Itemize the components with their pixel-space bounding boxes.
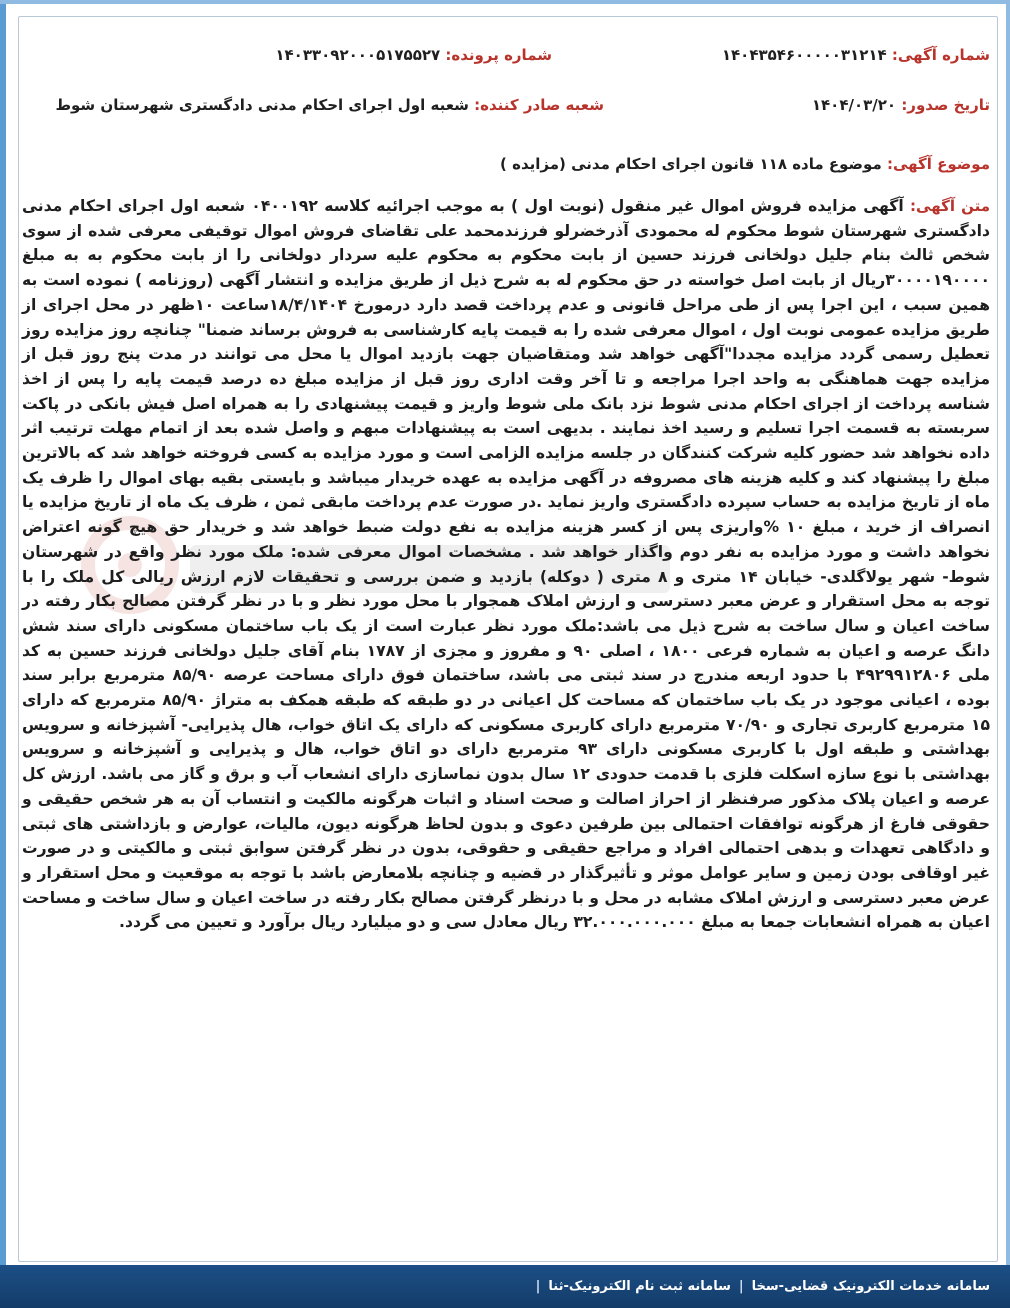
- footer-bar: [0, 1265, 1010, 1308]
- notice-number-label: شماره آگهی:: [891, 46, 990, 64]
- notice-number: [722, 46, 990, 64]
- case-number-value: ۱۴۰۳۳۰۹۲۰۰۰۵۱۷۵۵۲۷: [275, 46, 441, 64]
- issue-date: [812, 96, 990, 114]
- case-number: [275, 46, 552, 64]
- subject-label: موضوع آگهی:: [886, 155, 990, 173]
- case-number-label: شماره پرونده:: [445, 46, 552, 64]
- issue-date-label: تاریخ صدور:: [901, 96, 990, 114]
- footer-separator-end: |: [535, 1279, 541, 1294]
- footer-separator: |: [738, 1279, 744, 1294]
- issuer-value: شعبه اول اجرای احکام مدنی دادگستری شهرستان شوط: [55, 96, 469, 114]
- issue-date-value: ۱۴۰۴/۰۳/۲۰: [811, 96, 897, 114]
- issuer-label: شعبه صادر کننده:: [474, 96, 604, 114]
- notice-body: [22, 194, 990, 935]
- body-label: متن آگهی:: [910, 197, 990, 215]
- notice-number-value: ۱۴۰۴۳۵۴۶۰۰۰۰۰۳۱۲۱۴: [721, 46, 887, 64]
- footer-link-sana[interactable]: سامانه ثبت نام الکترونیک-ثنا: [548, 1279, 731, 1294]
- body-text: آگهی مزایده فروش اموال غیر منقول (نوبت اول ) به موجب اجرائیه کلاسه ۰۴۰۰۱۹۲ شعبه اول اجرای احکام مدنی دادگستری شهرستان شوط محکوم له محمودی آذرخضرلو فرزندمحمد علی تقاضای فروش اموال توقیفی معرفی شده از سوی شخص ثالث بنام جلیل دولخانی فرزند حسین از بابت محکوم به محکوم علیه سردار دولخانی را از بابت محکوم به به مبلغ ۳۰۰۰۰۱۹۰۰۰۰ریال از بابت اصل خواسته در حق محکوم له به شرح ذیل از طریق مزایده و انتشار آگهی (روزنامه ) نموده است به همین سبب ، این اجرا پس از طی مراحل قانونی و عدم پرداخت قصد دارد درمورخ ۱۸/۴/۱۴۰۴ساعت ۱۰ظهر در محل اجرای از طریق مزایده عمومی نوبت اول ، اموال معرفی شده را به قیمت پایه کارشناسی به فروش برساند ضمنا" چنانچه روز مزایده روز تعطیل رسمی گردد مزایده مجددا"آگهی خواهد شد ومتقاضیان جهت بازدید اموال یا محل می توانند در مدت پنج روز قبل از مزایده جهت هماهنگی به واحد اجرا مراجعه و تا آخر وقت اداری روز قبل از مزایده مبلغ ده درصد قیمت پایه را پس از اخذ شناسه پرداخت از اجرای احکام مدنی شوط نزد بانک ملی شوط واریز و قیمت پیشنهادی را به همراه اصل فیش بانکی در پاکت سربسته به قسمت اجرا تسلیم و رسید اخذ نمایند . بدیهی است به پیشنهادات مبهم و واصل شده بعد از اتمام مهلت ترتیب اثر داده نخواهد شد حضور کلیه شرکت کنندگان در جلسه مزایده الزامی است و مورد مزایده به کسی فروخته خواهد شد که بالاترین مبلغ را پیشنهاد کند و کلیه هزینه های مصروفه در آگهی مزایده به عهده خریدار میباشد و بایستی بقیه بهای اموال را ظرف یک ماه از تاریخ مزایده به حساب سپرده دادگستری واریز نماید .در صورت عدم پرداخت مابقی ثمن ، ظرف یک ماه از تاریخ مزایده یا انصراف از خرید ، مبلغ ۱۰ %واریزی پس از کسر هزینه مزایده به نفع دولت ضبط خواهد شد و خریدار حق هیچ گونه اعتراض نخواهد داشت و مورد مزایده به نفر دوم واگذار خواهد شد . مشخصات اموال معرفی شده: ملک مورد نظر واقع در شهرستان شوط- شهر یولاگلدی- خیابان ۱۴ متری و ۸ متری ( دوکله) بازدید و ضمن بررسی و تحقیقات لازم ارزش ریالی کل ملک را با توجه به محل استقرار و عرض معبر دسترسی و ارزش املاک همجوار با محل مورد نظر و با در نظر گرفتن مصالح بکار رفته در ساخت اعیان و سال ساخت به شرح ذیل می باشد:ملک مورد نظر عبارت است از یک باب ساختمان مسکونی دارای سند شش دانگ عرصه و اعیان به شماره فرعی ۱۸۰۰ ، اصلی ۹۰ و مفروز و مجزی از ۱۷۸۷ بنام آقای جلیل دولخانی فرزند حسین به کد ملی ۴۹۲۹۹۱۲۸۰۶ با حدود اربعه مندرج در سند ثبتی می باشد، ساختمان فوق دارای مساحت عرصه ۸۵/۹۰ مترمربع برابر سند بوده ، اعیانی موجود در یک باب ساختمان که مساحت کل اعیانی در دو طبقه که طبقه همکف به متراژ ۸۵/۹۰ مترمربع که دارای ۱۵ مترمربع کاربری تجاری و ۷۰/۹۰ مترمربع دارای کاربری مسکونی که دارای یک اتاق خواب، هال پذیرایی- آشپزخانه و سرویس بهداشتی و طبقه اول با کاربری مسکونی دارای ۹۳ مترمربع دارای دو اتاق خواب، هال و پذیرایی و آشپزخانه و سرویس بهداشتی با نوع سازه اسکلت فلزی با قدمت حدودی ۱۲ سال بدون نماسازی دارای انشعاب آب و برق و گاز می باشد. ارزش کل عرصه و اعیان پلاک مذکور صرفنظر از احراز اصالت و صحت اسناد و اثبات هرگونه مالکیت و انتساب آن به هر شخص حقیقی و حقوقی فارغ از هرگونه توافقات احتمالی بین طرفین دعوی و بدون لحاظ هرگونه دیون، مالیات، عوارض و بازداشتی های ثبتی و دادگاهی تعهدات و بدهی احتمالی افراد و مراجع حقیقی و حقوقی، بدون در نظر گرفتن سوابق ثبتی و مالکیتی و در صورت غیر اوقافی بودن زمین و سایر عوامل موثر و تأثیرگذار در قضیه و چنانچه بلامعارض باشد با توجه به موقعیت و محل استقرار و عرض معبر دسترسی و ارزش املاک مشابه در محل و با درنظر گرفتن مصالح بکار رفته در ساخت اعیان و سال ساخت و مساحت اعیان به همراه انشعابات جمعا به مبلغ ۳۲.۰۰۰.۰۰۰.۰۰۰ ریال معادل سی و دو میلیارد ریال برآورد و تعیین می گردد.: [22, 197, 991, 932]
- footer-link-sakha[interactable]: سامانه خدمات الکترونیک قضایی-سخا: [751, 1279, 990, 1294]
- frame-top-border: [0, 0, 1010, 4]
- notice-subject: [500, 155, 990, 173]
- issuer: [55, 96, 604, 114]
- subject-value: موضوع ماده ۱۱۸ قانون اجرای احکام مدنی (مزایده ): [500, 155, 882, 173]
- scrollbar-track[interactable]: [1006, 0, 1010, 1265]
